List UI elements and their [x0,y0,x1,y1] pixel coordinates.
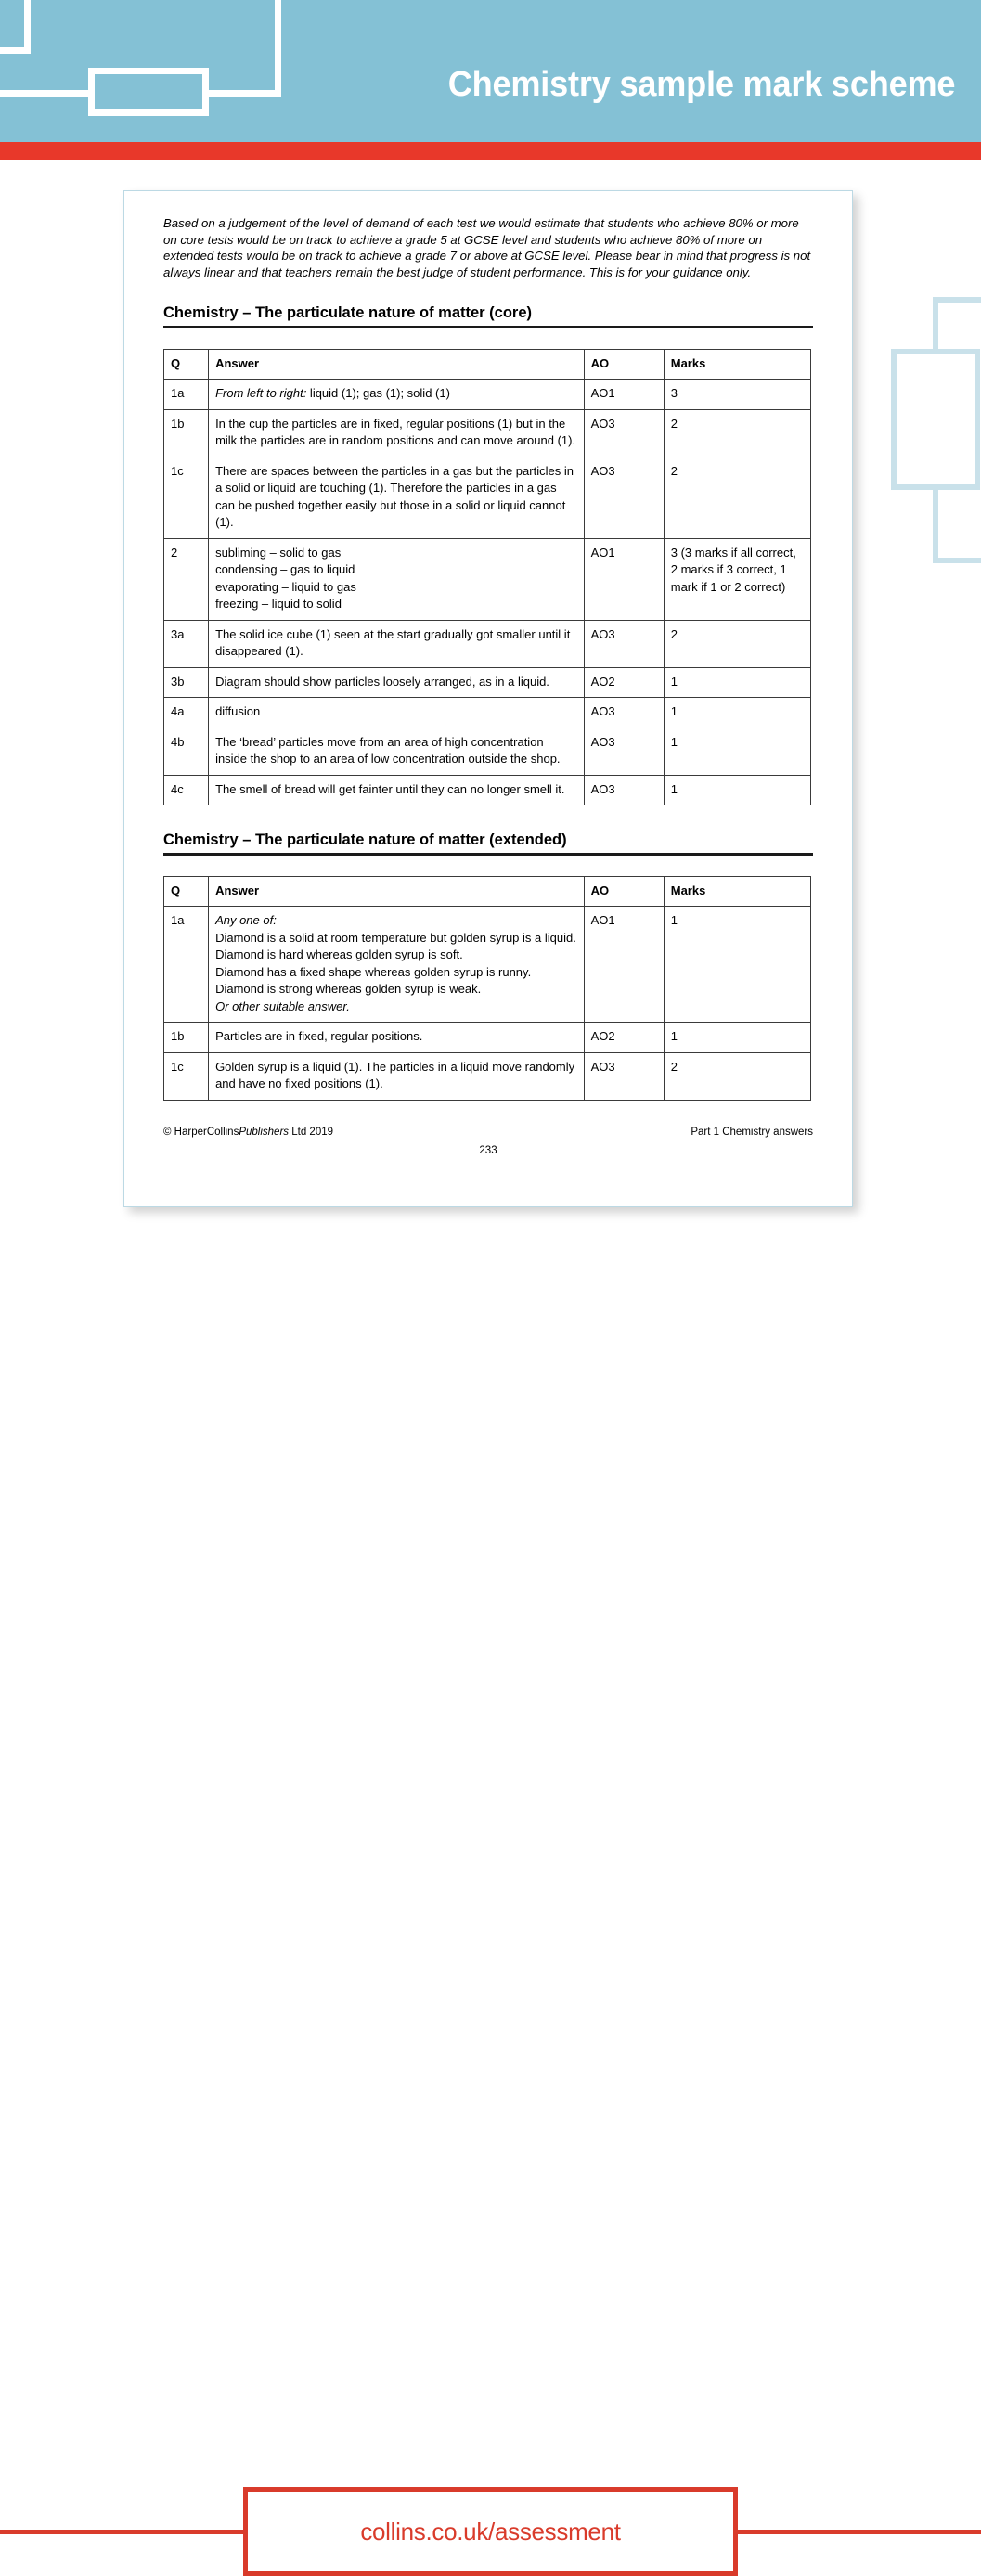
mark-scheme-table-core [163,349,811,806]
section-rule-extended [163,853,813,856]
table-row [164,538,811,620]
cell-ao: AO2 [584,1023,664,1053]
table-row [164,1023,811,1053]
answer-line: Diamond is strong whereas golden syrup is weak. [215,982,482,997]
column-header-marks: Marks [664,876,810,907]
header-circuit-line-horizontal-right [206,90,281,97]
cell-question-number: 4a [164,698,209,728]
answer-line: Diamond has a fixed shape whereas golden syrup is runny. [215,964,532,979]
table-row [164,457,811,538]
document-page [123,190,853,1207]
cell-question-number: 1c [164,457,209,538]
mark-scheme-table-extended [163,876,811,1101]
cell-ao: AO3 [584,775,664,805]
header-resistor-icon [88,68,209,116]
cell-question-number: 1a [164,907,209,1023]
cell-ao: AO3 [584,728,664,775]
column-header-marks: Marks [664,349,810,380]
cell-answer: The solid ice cube (1) seen at the start gradually got smaller until it disappeared (1). [209,620,585,667]
cell-question-number: 3a [164,620,209,667]
table-body-extended [164,907,811,1101]
header-circuit-line-vertical-right [275,0,281,95]
column-header-answer: Answer [209,349,585,380]
cell-ao: AO3 [584,698,664,728]
cell-answer [209,538,585,620]
cell-marks: 1 [664,1023,810,1053]
bottom-circuit-line-right [733,2530,981,2534]
cell-marks: 1 [664,775,810,805]
cell-answer [209,907,585,1023]
cell-answer: diffusion [209,698,585,728]
column-header-q: Q [164,876,209,907]
answer-line: evaporating – liquid to gas [215,579,356,594]
cell-question-number: 4b [164,728,209,775]
cell-question-number: 1b [164,1023,209,1053]
footer-copyright [163,1127,333,1138]
side-circuit-line-bottom-vertical [933,489,938,563]
bottom-banner [0,1225,981,2545]
side-circuit-line-top-vertical [933,297,938,351]
cell-ao: AO1 [584,538,664,620]
cell-question-number: 4c [164,775,209,805]
footer-copyright-post: Ltd 2019 [289,1126,334,1138]
section-title-core: Chemistry – The particulate nature of matter (core) [163,304,533,322]
cell-question-number: 3b [164,667,209,698]
answer-italic-lead: From left to right: [215,386,307,401]
table-body-core [164,380,811,805]
document-footer [163,1127,813,1164]
answer-line: Diamond is a solid at room temperature but golden syrup is a liquid. [215,930,576,945]
table-row [164,620,811,667]
intro-paragraph: Based on a judgement of the level of demand of each test we would estimate that students who achieve 80% or more on core tests would be on track to achieve a grade 5 at GCSE level and students who achieve 80% of more on extended tests would be on track to achieve a grade 7 or above at GCSE level. Please bear in mind that progress is not always linear and that teachers remain the best judge of student performance. This is for your guidance only. [163,216,811,279]
bottom-url-text: collins.co.uk/assessment [360,2517,621,2545]
cell-marks: 1 [664,728,810,775]
cell-marks: 3 [664,380,810,410]
cell-ao: AO2 [584,667,664,698]
cell-ao: AO1 [584,907,664,1023]
table-row [164,907,811,1023]
cell-ao: AO3 [584,1052,664,1100]
side-circuit-line-top-horizontal [933,297,981,303]
cell-question-number: 1a [164,380,209,410]
answer-line: Diamond is hard whereas golden syrup is soft. [215,947,463,962]
cell-marks: 2 [664,457,810,538]
side-circuit-line-bottom-horizontal [933,558,981,563]
cell-ao: AO3 [584,409,664,457]
footer-copyright-pre: © HarperCollins [163,1126,239,1138]
footer-section-label: Part 1 Chemistry answers [691,1126,813,1138]
cell-ao: AO1 [584,380,664,410]
column-header-ao: AO [584,349,664,380]
table-row [164,698,811,728]
table-row [164,1052,811,1100]
table-row [164,667,811,698]
header-circuit-line-horizontal-top [0,47,31,54]
cell-question-number: 1c [164,1052,209,1100]
cell-marks: 1 [664,667,810,698]
answer-line: freezing – liquid to solid [215,597,342,612]
cell-answer: There are spaces between the particles in a gas but the particles in a solid or liquid are touching (1). Therefore the particles in a gas can be pushed together easily but those in a solid or liquid cannot (1). [209,457,585,538]
cell-answer: Golden syrup is a liquid (1). The particles in a liquid move randomly and have no fixed positions (1). [209,1052,585,1100]
cell-marks: 2 [664,620,810,667]
cell-answer: The ‘bread’ particles move from an area of high concentration inside the shop to an area of low concentration outside the shop. [209,728,585,775]
cell-marks: 1 [664,698,810,728]
column-header-ao: AO [584,876,664,907]
cell-question-number: 1b [164,409,209,457]
cell-question-number: 2 [164,538,209,620]
cell-ao: AO3 [584,620,664,667]
cell-marks: 2 [664,1052,810,1100]
side-resistor-icon [891,349,980,490]
cell-answer: From left to right: liquid (1); gas (1); solid (1) [209,380,585,410]
document-body [163,215,815,1164]
bottom-url-box[interactable] [243,2487,738,2576]
column-header-q: Q [164,349,209,380]
section-title-extended: Chemistry – The particulate nature of matter (extended) [163,831,567,849]
answer-line: condensing – gas to liquid [215,562,355,577]
table-row [164,409,811,457]
cell-ao: AO3 [584,457,664,538]
footer-copyright-publisher: Publishers [239,1126,290,1138]
table-row [164,775,811,805]
table-header-row [164,876,811,907]
cell-marks: 1 [664,907,810,1023]
page-header [0,0,981,142]
footer-page-number: 233 [479,1144,497,1156]
bottom-circuit-line-left [0,2530,249,2534]
answer-line [215,912,577,930]
answer-italic-lead: Any one of: [215,913,277,928]
section-rule-core [163,326,813,328]
cell-marks: 3 (3 marks if all correct, 2 marks if 3 correct, 1 mark if 1 or 2 correct) [664,538,810,620]
cell-answer: In the cup the particles are in fixed, regular positions (1) but in the milk the particles are in random positions and can move around (1). [209,409,585,457]
header-accent-bar [0,142,981,160]
header-circuit-line-horizontal-left [0,90,91,97]
header-circuit-line-vertical-left [24,0,31,54]
cell-answer: The smell of bread will get fainter until they can no longer smell it. [209,775,585,805]
table-header-row [164,349,811,380]
column-header-answer: Answer [209,876,585,907]
answer-italic-tail: Or other suitable answer. [215,998,350,1013]
table-row [164,380,811,410]
cell-answer: Diagram should show particles loosely arranged, as in a liquid. [209,667,585,698]
table-row [164,728,811,775]
page-title: Chemistry sample mark scheme [447,65,955,104]
answer-line: subliming – solid to gas [215,545,342,560]
cell-answer: Particles are in fixed, regular positions. [209,1023,585,1053]
cell-marks: 2 [664,409,810,457]
